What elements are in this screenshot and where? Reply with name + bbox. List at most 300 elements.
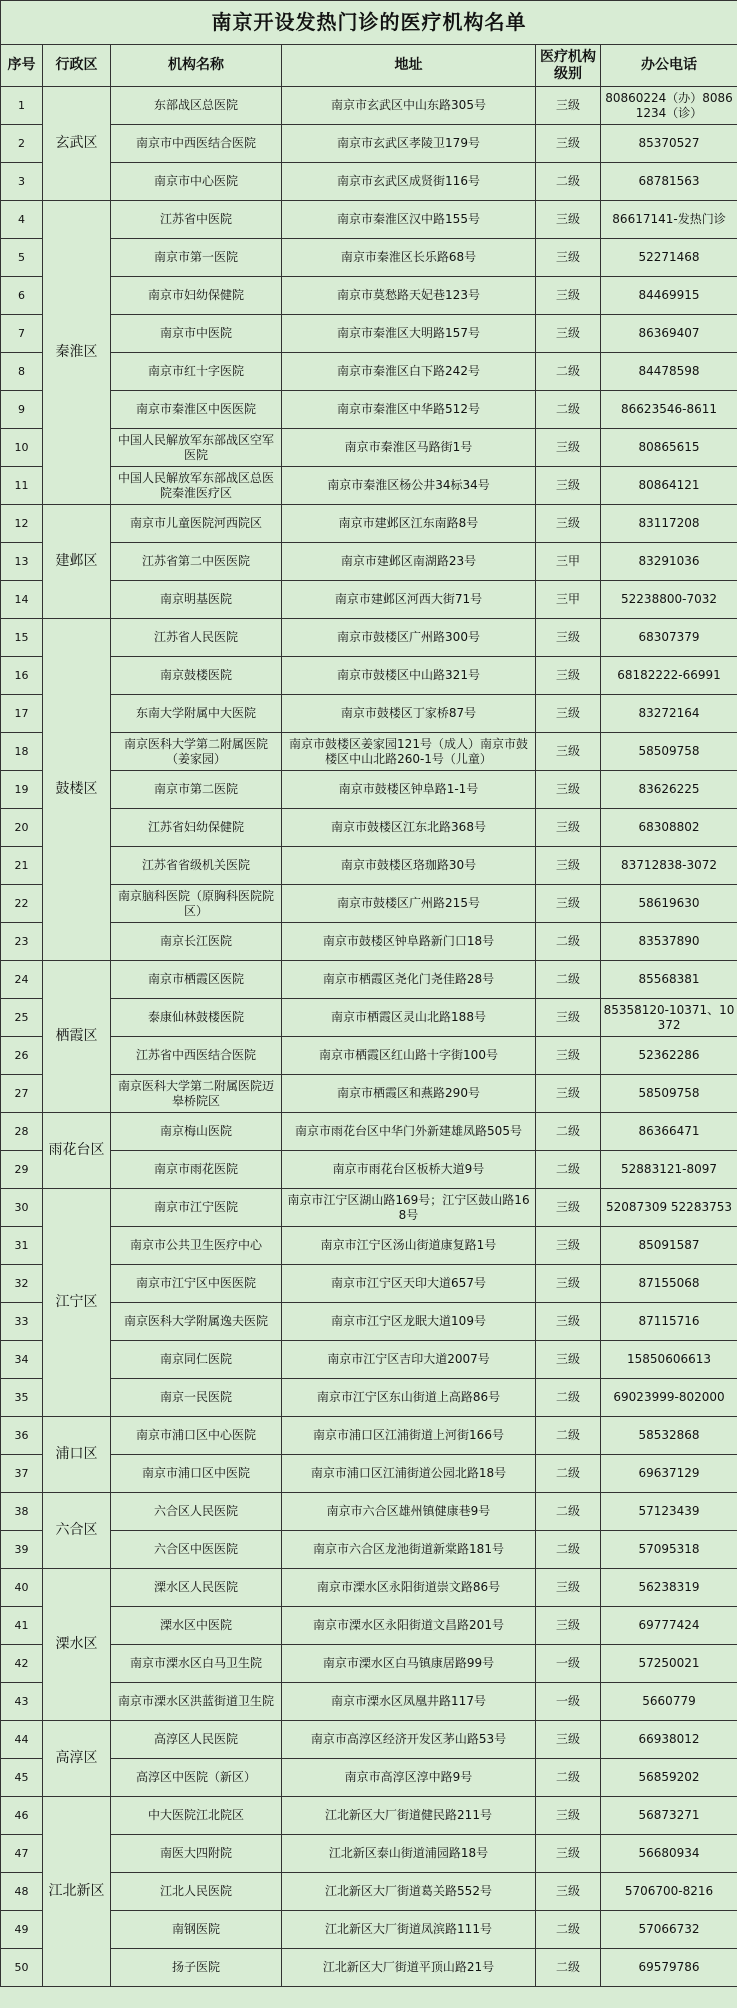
row-number: 23: [1, 923, 43, 961]
institution-phone: 83537890: [601, 923, 737, 961]
institution-name: 南京市溧水区白马卫生院: [111, 1645, 282, 1683]
institution-address: 南京市秦淮区中华路512号: [282, 391, 536, 429]
institution-level: 二级: [536, 1379, 601, 1417]
row-number: 15: [1, 619, 43, 657]
table-row: [1, 87, 737, 125]
table-row: [1, 1113, 737, 1151]
row-number: 25: [1, 999, 43, 1037]
table-row: [1, 1721, 737, 1759]
institution-level: 三级: [536, 695, 601, 733]
row-number: 50: [1, 1949, 43, 1987]
institution-level: 二级: [536, 1455, 601, 1493]
institution-address: 南京市江宁区天印大道657号: [282, 1265, 536, 1303]
district-cell: 雨花台区: [43, 1113, 111, 1189]
district-cell: 玄武区: [43, 87, 111, 201]
institution-name: 泰康仙林鼓楼医院: [111, 999, 282, 1037]
institution-name: 溧水区人民医院: [111, 1569, 282, 1607]
institution-address: 南京市玄武区中山东路305号: [282, 87, 536, 125]
institution-phone: 52238800-7032: [601, 581, 737, 619]
institution-phone: 83626225: [601, 771, 737, 809]
institution-level: 二级: [536, 1949, 601, 1987]
row-number: 42: [1, 1645, 43, 1683]
institution-address: 南京市鼓楼区珞珈路30号: [282, 847, 536, 885]
institution-level: 二级: [536, 353, 601, 391]
institution-address: 南京市建邺区南湖路23号: [282, 543, 536, 581]
table-row: [1, 1835, 737, 1873]
institution-level: 三级: [536, 1341, 601, 1379]
row-number: 8: [1, 353, 43, 391]
table-row: [1, 1455, 737, 1493]
row-number: 44: [1, 1721, 43, 1759]
district-cell: 溧水区: [43, 1569, 111, 1721]
district-cell: 建邺区: [43, 505, 111, 619]
institution-address: 南京市栖霞区和燕路290号: [282, 1075, 536, 1113]
institution-level: 三级: [536, 847, 601, 885]
table-row: [1, 1645, 737, 1683]
row-number: 14: [1, 581, 43, 619]
header-no: 序号: [1, 45, 43, 87]
institution-phone: 52271468: [601, 239, 737, 277]
row-number: 9: [1, 391, 43, 429]
institution-phone: 68308802: [601, 809, 737, 847]
institution-address: 南京市玄武区成贤街116号: [282, 163, 536, 201]
institution-name: 南京市中心医院: [111, 163, 282, 201]
institution-phone: 84478598: [601, 353, 737, 391]
table-row: [1, 239, 737, 277]
row-number: 2: [1, 125, 43, 163]
header-level: 医疗机构级别: [536, 45, 601, 87]
table-row: [1, 467, 737, 505]
institution-name: 高淳区人民医院: [111, 1721, 282, 1759]
institution-level: 三级: [536, 771, 601, 809]
row-number: 43: [1, 1683, 43, 1721]
institution-level: 三级: [536, 1835, 601, 1873]
row-number: 17: [1, 695, 43, 733]
institution-address: 南京市秦淮区汉中路155号: [282, 201, 536, 239]
institution-phone: 85370527: [601, 125, 737, 163]
institution-name: 六合区人民医院: [111, 1493, 282, 1531]
institution-level: 三级: [536, 1797, 601, 1835]
institution-name: 南京市红十字医院: [111, 353, 282, 391]
institution-name: 南京市溧水区洪蓝街道卫生院: [111, 1683, 282, 1721]
table-row: [1, 1531, 737, 1569]
row-number: 12: [1, 505, 43, 543]
institution-name: 南京市中西医结合医院: [111, 125, 282, 163]
institution-address: 南京市江宁区汤山街道康复路1号: [282, 1227, 536, 1265]
table-row: [1, 619, 737, 657]
institution-name: 南京同仁医院: [111, 1341, 282, 1379]
page-title: 南京开设发热门诊的医疗机构名单: [1, 1, 737, 45]
institution-address: 南京市鼓楼区钟阜路新门口18号: [282, 923, 536, 961]
institution-address: 南京市溧水区永阳街道崇文路86号: [282, 1569, 536, 1607]
row-number: 19: [1, 771, 43, 809]
institution-level: 三级: [536, 505, 601, 543]
institution-name: 南京市妇幼保健院: [111, 277, 282, 315]
institution-name: 六合区中医医院: [111, 1531, 282, 1569]
table-row: [1, 1911, 737, 1949]
title-row: [1, 1, 737, 45]
table-row: [1, 885, 737, 923]
district-cell: 江宁区: [43, 1189, 111, 1417]
institution-phone: 57250021: [601, 1645, 737, 1683]
table-row: [1, 1797, 737, 1835]
institution-phone: 69777424: [601, 1607, 737, 1645]
institution-phone: 83272164: [601, 695, 737, 733]
institution-level: 三级: [536, 467, 601, 505]
institution-address: 南京市秦淮区白下路242号: [282, 353, 536, 391]
institution-phone: 68182222-66991: [601, 657, 737, 695]
institution-address: 南京市鼓楼区广州路300号: [282, 619, 536, 657]
institution-phone: 83712838-3072: [601, 847, 737, 885]
institution-level: 二级: [536, 391, 601, 429]
institution-address: 南京市鼓楼区姜家园121号（成人）南京市鼓楼区中山北路260-1号（儿童）: [282, 733, 536, 771]
row-number: 49: [1, 1911, 43, 1949]
institution-name: 南京市栖霞区医院: [111, 961, 282, 999]
row-number: 28: [1, 1113, 43, 1151]
district-cell: 高淳区: [43, 1721, 111, 1797]
institution-address: 南京市秦淮区杨公井34标34号: [282, 467, 536, 505]
row-number: 3: [1, 163, 43, 201]
institution-name: 南京市第二医院: [111, 771, 282, 809]
institution-address: 江北新区大厂街道平顶山路21号: [282, 1949, 536, 1987]
institution-level: 三级: [536, 1189, 601, 1227]
institution-name: 高淳区中医院（新区）: [111, 1759, 282, 1797]
institution-phone: 58532868: [601, 1417, 737, 1455]
row-number: 30: [1, 1189, 43, 1227]
table-row: [1, 1379, 737, 1417]
table-row: [1, 1759, 737, 1797]
institution-level: 三级: [536, 1265, 601, 1303]
row-number: 48: [1, 1873, 43, 1911]
table-row: [1, 809, 737, 847]
district-cell: 栖霞区: [43, 961, 111, 1113]
institution-level: 三级: [536, 1721, 601, 1759]
table-row: [1, 1341, 737, 1379]
row-number: 33: [1, 1303, 43, 1341]
institution-name: 江苏省妇幼保健院: [111, 809, 282, 847]
institution-address: 南京市鼓楼区丁家桥87号: [282, 695, 536, 733]
institution-phone: 68781563: [601, 163, 737, 201]
institution-address: 南京市溧水区白马镇康居路99号: [282, 1645, 536, 1683]
table-row: [1, 543, 737, 581]
institution-level: 三级: [536, 885, 601, 923]
row-number: 46: [1, 1797, 43, 1835]
row-number: 45: [1, 1759, 43, 1797]
table-row: [1, 277, 737, 315]
institution-name: 南京市雨花医院: [111, 1151, 282, 1189]
institution-name: 江苏省中西医结合医院: [111, 1037, 282, 1075]
institution-name: 南京市第一医院: [111, 239, 282, 277]
row-number: 10: [1, 429, 43, 467]
table-row: [1, 429, 737, 467]
institution-level: 三级: [536, 1607, 601, 1645]
institution-phone: 56859202: [601, 1759, 737, 1797]
institution-name: 南京明基医院: [111, 581, 282, 619]
district-cell: 江北新区: [43, 1797, 111, 1987]
institution-level: 三级: [536, 125, 601, 163]
row-number: 37: [1, 1455, 43, 1493]
institution-phone: 69579786: [601, 1949, 737, 1987]
institution-level: 三级: [536, 733, 601, 771]
institution-level: 三级: [536, 87, 601, 125]
institution-address: 南京市雨花台区板桥大道9号: [282, 1151, 536, 1189]
institution-address: 南京市溧水区凤凰井路117号: [282, 1683, 536, 1721]
institution-address: 南京市鼓楼区江东北路368号: [282, 809, 536, 847]
row-number: 1: [1, 87, 43, 125]
institution-level: 二级: [536, 1911, 601, 1949]
row-number: 38: [1, 1493, 43, 1531]
institution-phone: 80860224（办）80861234（诊）: [601, 87, 737, 125]
institution-level: 二级: [536, 1151, 601, 1189]
institution-name: 南京市江宁医院: [111, 1189, 282, 1227]
row-number: 40: [1, 1569, 43, 1607]
institution-level: 三级: [536, 1303, 601, 1341]
district-cell: 浦口区: [43, 1417, 111, 1493]
institution-phone: 57095318: [601, 1531, 737, 1569]
row-number: 47: [1, 1835, 43, 1873]
institution-name: 南京市浦口区中医院: [111, 1455, 282, 1493]
row-number: 32: [1, 1265, 43, 1303]
institution-name: 扬子医院: [111, 1949, 282, 1987]
institution-name: 南京市公共卫生医疗中心: [111, 1227, 282, 1265]
institution-address: 南京市江宁区湖山路169号；江宁区鼓山路168号: [282, 1189, 536, 1227]
row-number: 13: [1, 543, 43, 581]
institution-level: 三级: [536, 315, 601, 353]
institution-phone: 85358120-10371、10372: [601, 999, 737, 1037]
institution-address: 江北新区大厂街道凤滨路111号: [282, 1911, 536, 1949]
institution-phone: 5660779: [601, 1683, 737, 1721]
institution-address: 南京市栖霞区红山路十字街100号: [282, 1037, 536, 1075]
header-address: 地址: [282, 45, 536, 87]
institution-level: 三级: [536, 201, 601, 239]
institution-address: 南京市高淳区经济开发区茅山路53号: [282, 1721, 536, 1759]
institution-phone: 52883121-8097: [601, 1151, 737, 1189]
row-number: 18: [1, 733, 43, 771]
institution-address: 南京市莫愁路天妃巷123号: [282, 277, 536, 315]
institution-phone: 85091587: [601, 1227, 737, 1265]
institution-level: 三级: [536, 1569, 601, 1607]
institution-phone: 86623546-8611: [601, 391, 737, 429]
institution-name: 东南大学附属中大医院: [111, 695, 282, 733]
institution-name: 南钢医院: [111, 1911, 282, 1949]
table-row: [1, 201, 737, 239]
institution-level: 三甲: [536, 581, 601, 619]
institution-name: 东部战区总医院: [111, 87, 282, 125]
table-row: [1, 695, 737, 733]
institution-level: 一级: [536, 1683, 601, 1721]
institution-phone: 56680934: [601, 1835, 737, 1873]
institution-phone: 86369407: [601, 315, 737, 353]
institution-name: 中国人民解放军东部战区总医院秦淮医疗区: [111, 467, 282, 505]
institution-phone: 56238319: [601, 1569, 737, 1607]
table-row: [1, 315, 737, 353]
table-row: [1, 1265, 737, 1303]
institution-level: 二级: [536, 1493, 601, 1531]
institution-phone: 87115716: [601, 1303, 737, 1341]
table-row: [1, 163, 737, 201]
institution-level: 三级: [536, 809, 601, 847]
institution-level: 二级: [536, 961, 601, 999]
institution-level: 二级: [536, 1113, 601, 1151]
institution-address: 南京市浦口区江浦街道公园北路18号: [282, 1455, 536, 1493]
institution-phone: 57123439: [601, 1493, 737, 1531]
institution-name: 南京脑科医院（原胸科医院院区）: [111, 885, 282, 923]
institution-name: 南京鼓楼医院: [111, 657, 282, 695]
institution-phone: 58619630: [601, 885, 737, 923]
table-row: [1, 1873, 737, 1911]
institution-address: 南京市鼓楼区中山路321号: [282, 657, 536, 695]
institution-name: 江苏省人民医院: [111, 619, 282, 657]
institution-address: 南京市栖霞区尧化门尧佳路28号: [282, 961, 536, 999]
table-row: [1, 505, 737, 543]
institution-phone: 68307379: [601, 619, 737, 657]
institution-phone: 58509758: [601, 1075, 737, 1113]
institution-level: 三级: [536, 1037, 601, 1075]
header-district: 行政区: [43, 45, 111, 87]
institution-address: 南京市玄武区孝陵卫179号: [282, 125, 536, 163]
institution-name: 中国人民解放军东部战区空军医院: [111, 429, 282, 467]
table-row: [1, 1075, 737, 1113]
institution-phone: 15850606613: [601, 1341, 737, 1379]
institution-name: 江北人民医院: [111, 1873, 282, 1911]
institution-address: 南京市高淳区淳中路9号: [282, 1759, 536, 1797]
table-row: [1, 391, 737, 429]
institution-level: 二级: [536, 163, 601, 201]
institution-address: 南京市六合区龙池街道新棠路181号: [282, 1531, 536, 1569]
institution-address: 南京市江宁区吉印大道2007号: [282, 1341, 536, 1379]
table-body: [1, 87, 737, 1987]
institution-address: 南京市鼓楼区钟阜路1-1号: [282, 771, 536, 809]
institution-level: 二级: [536, 1759, 601, 1797]
institution-phone: 52362286: [601, 1037, 737, 1075]
table-row: [1, 733, 737, 771]
table-row: [1, 999, 737, 1037]
institution-level: 一级: [536, 1645, 601, 1683]
row-number: 5: [1, 239, 43, 277]
institution-address: 南京市江宁区东山街道上高路86号: [282, 1379, 536, 1417]
institution-phone: 87155068: [601, 1265, 737, 1303]
institution-address: 南京市秦淮区马路街1号: [282, 429, 536, 467]
institution-phone: 80864121: [601, 467, 737, 505]
table-row: [1, 1949, 737, 1987]
institution-phone: 58509758: [601, 733, 737, 771]
table-row: [1, 657, 737, 695]
table-row: [1, 1037, 737, 1075]
institution-level: 三甲: [536, 543, 601, 581]
row-number: 22: [1, 885, 43, 923]
table-row: [1, 1303, 737, 1341]
header-row: [1, 45, 737, 87]
row-number: 26: [1, 1037, 43, 1075]
institution-address: 南京市江宁区龙眠大道109号: [282, 1303, 536, 1341]
institution-name: 南京医科大学第二附属医院（姜家园）: [111, 733, 282, 771]
institution-address: 南京市雨花台区中华门外新建雄凤路505号: [282, 1113, 536, 1151]
row-number: 4: [1, 201, 43, 239]
row-number: 6: [1, 277, 43, 315]
institution-phone: 86617141-发热门诊: [601, 201, 737, 239]
institution-level: 三级: [536, 429, 601, 467]
institution-level: 三级: [536, 277, 601, 315]
institution-name: 江苏省省级机关医院: [111, 847, 282, 885]
row-number: 29: [1, 1151, 43, 1189]
institution-name: 南京市秦淮区中医医院: [111, 391, 282, 429]
row-number: 21: [1, 847, 43, 885]
institution-phone: 83291036: [601, 543, 737, 581]
institution-name: 南京长江医院: [111, 923, 282, 961]
institution-phone: 57066732: [601, 1911, 737, 1949]
institution-name: 中大医院江北院区: [111, 1797, 282, 1835]
table-row: [1, 1417, 737, 1455]
table-row: [1, 125, 737, 163]
institution-address: 南京市溧水区永阳街道文昌路201号: [282, 1607, 536, 1645]
table-row: [1, 1227, 737, 1265]
institution-phone: 69637129: [601, 1455, 737, 1493]
institution-address: 南京市浦口区江浦街道上河街166号: [282, 1417, 536, 1455]
table-row: [1, 1607, 737, 1645]
institution-level: 三级: [536, 239, 601, 277]
row-number: 35: [1, 1379, 43, 1417]
institution-name: 南医大四附院: [111, 1835, 282, 1873]
institution-address: 江北新区泰山街道浦园路18号: [282, 1835, 536, 1873]
institution-phone: 80865615: [601, 429, 737, 467]
institution-name: 南京市中医院: [111, 315, 282, 353]
institution-phone: 83117208: [601, 505, 737, 543]
institution-name: 江苏省中医院: [111, 201, 282, 239]
table-row: [1, 771, 737, 809]
row-number: 41: [1, 1607, 43, 1645]
institution-phone: 69023999-802000: [601, 1379, 737, 1417]
row-number: 27: [1, 1075, 43, 1113]
institution-name: 南京医科大学第二附属医院迈皋桥院区: [111, 1075, 282, 1113]
row-number: 31: [1, 1227, 43, 1265]
table-row: [1, 1569, 737, 1607]
institution-address: 南京市秦淮区大明路157号: [282, 315, 536, 353]
institution-level: 三级: [536, 999, 601, 1037]
institution-address: 江北新区大厂街道葛关路552号: [282, 1873, 536, 1911]
table-row: [1, 1189, 737, 1227]
table-row: [1, 847, 737, 885]
district-cell: 鼓楼区: [43, 619, 111, 961]
row-number: 7: [1, 315, 43, 353]
institution-level: 三级: [536, 1873, 601, 1911]
table-row: [1, 1151, 737, 1189]
institution-phone: 85568381: [601, 961, 737, 999]
institution-address: 南京市六合区雄州镇健康巷9号: [282, 1493, 536, 1531]
institution-name: 南京梅山医院: [111, 1113, 282, 1151]
row-number: 24: [1, 961, 43, 999]
institution-address: 南京市建邺区河西大街71号: [282, 581, 536, 619]
header-phone: 办公电话: [601, 45, 737, 87]
institution-phone: 66938012: [601, 1721, 737, 1759]
row-number: 36: [1, 1417, 43, 1455]
institution-level: 三级: [536, 1227, 601, 1265]
institution-name: 南京医科大学附属逸夫医院: [111, 1303, 282, 1341]
institution-phone: 86366471: [601, 1113, 737, 1151]
header-name: 机构名称: [111, 45, 282, 87]
institution-name: 溧水区中医院: [111, 1607, 282, 1645]
table-row: [1, 961, 737, 999]
institution-phone: 84469915: [601, 277, 737, 315]
institution-address: 江北新区大厂街道健民路211号: [282, 1797, 536, 1835]
institution-level: 三级: [536, 657, 601, 695]
district-cell: 秦淮区: [43, 201, 111, 505]
institution-address: 南京市鼓楼区广州路215号: [282, 885, 536, 923]
institution-name: 南京市浦口区中心医院: [111, 1417, 282, 1455]
institution-level: 三级: [536, 1075, 601, 1113]
institution-level: 二级: [536, 923, 601, 961]
institution-level: 三级: [536, 619, 601, 657]
table-row: [1, 1493, 737, 1531]
